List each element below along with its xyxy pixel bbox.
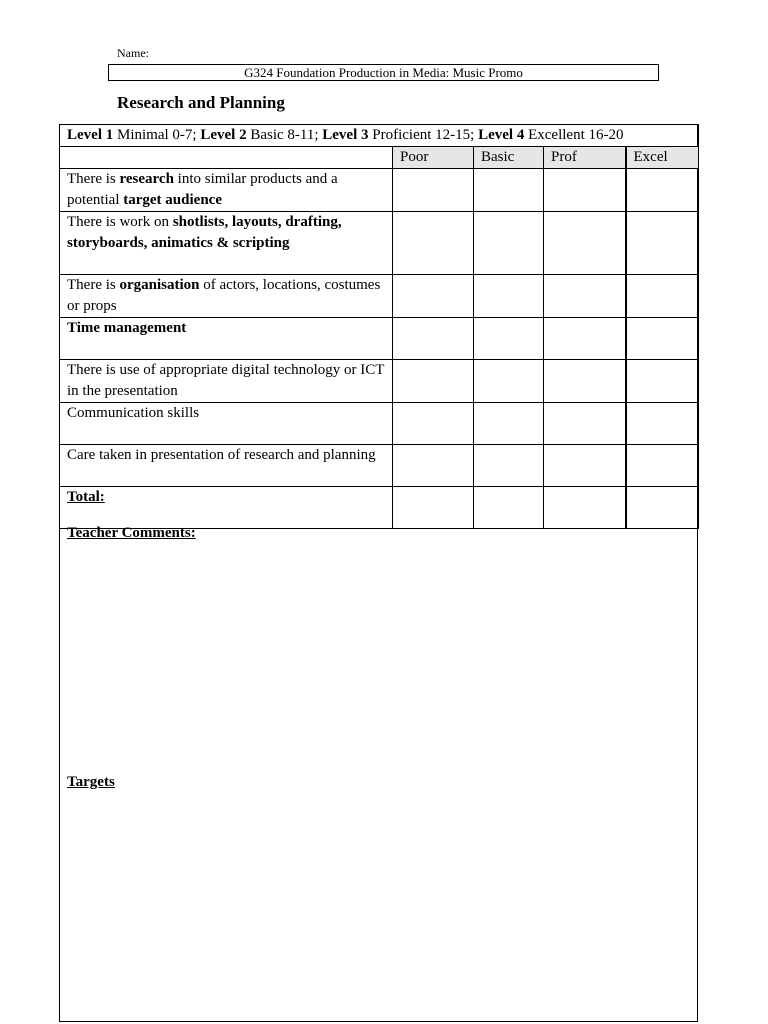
score-cell-prof[interactable] — [544, 318, 626, 360]
targets-label: Targets — [67, 774, 115, 790]
score-cell-excel[interactable] — [626, 445, 699, 487]
criterion-row-time-management — [60, 318, 699, 360]
score-cell-basic[interactable] — [474, 169, 544, 212]
total-cell-basic[interactable] — [474, 487, 544, 529]
column-header-poor: Poor — [393, 147, 474, 169]
criterion-shotlists: There is work on shotlists, layouts, drafting, storyboards, animatics & scripting — [60, 212, 393, 275]
score-cell-basic[interactable] — [474, 212, 544, 275]
criterion-time-management: Time management — [60, 318, 393, 360]
criterion-row-communication — [60, 403, 699, 445]
criterion-row-digital-technology — [60, 360, 699, 403]
score-cell-excel[interactable] — [626, 360, 699, 403]
score-cell-prof[interactable] — [544, 275, 626, 318]
score-cell-excel[interactable] — [626, 275, 699, 318]
column-header-excel: Excel — [626, 147, 699, 169]
score-cell-poor[interactable] — [393, 212, 474, 275]
header-row — [60, 147, 699, 169]
criterion-row-shotlists — [60, 212, 699, 275]
course-title-box: G324 Foundation Production in Media: Music Promo — [108, 64, 659, 81]
score-cell-poor[interactable] — [393, 169, 474, 212]
score-cell-basic[interactable] — [474, 403, 544, 445]
score-cell-excel[interactable] — [626, 318, 699, 360]
criterion-research: There is research into similar products and a potential target audience — [60, 169, 393, 212]
levels-row — [60, 125, 699, 147]
criterion-digital-technology: There is use of appropriate digital technology or ICT in the presentation — [60, 360, 393, 403]
criterion-row-presentation — [60, 445, 699, 487]
score-cell-prof[interactable] — [544, 360, 626, 403]
criterion-row-research — [60, 169, 699, 212]
criterion-row-organisation — [60, 275, 699, 318]
total-cell-excel[interactable] — [626, 487, 699, 529]
total-label: Total: — [60, 487, 393, 529]
score-cell-excel[interactable] — [626, 403, 699, 445]
score-cell-poor[interactable] — [393, 445, 474, 487]
column-header-prof: Prof — [544, 147, 626, 169]
header-blank-cell — [60, 147, 393, 169]
score-cell-poor[interactable] — [393, 275, 474, 318]
total-cell-poor[interactable] — [393, 487, 474, 529]
score-cell-basic[interactable] — [474, 275, 544, 318]
score-cell-prof[interactable] — [544, 403, 626, 445]
score-cell-basic[interactable] — [474, 360, 544, 403]
criterion-organisation: There is organisation of actors, locations, costumes or props — [60, 275, 393, 318]
score-cell-poor[interactable] — [393, 403, 474, 445]
score-cell-excel[interactable] — [626, 212, 699, 275]
column-header-basic: Basic — [474, 147, 544, 169]
score-cell-poor[interactable] — [393, 360, 474, 403]
total-cell-prof[interactable] — [544, 487, 626, 529]
score-cell-basic[interactable] — [474, 318, 544, 360]
name-label: Name: — [117, 46, 149, 60]
section-heading: Research and Planning — [117, 93, 285, 112]
score-cell-basic[interactable] — [474, 445, 544, 487]
score-cell-prof[interactable] — [544, 445, 626, 487]
teacher-comments-label: Teacher Comments: — [67, 525, 196, 541]
score-cell-prof[interactable] — [544, 212, 626, 275]
criterion-communication: Communication skills — [60, 403, 393, 445]
levels-legend: Level 1 Minimal 0-7; Level 2 Basic 8-11; Level 3 Proficient 12-15; Level 4 Excellent 16-20 — [60, 125, 699, 147]
score-cell-excel[interactable] — [626, 169, 699, 212]
criterion-presentation: Care taken in presentation of research and planning — [60, 445, 393, 487]
score-cell-poor[interactable] — [393, 318, 474, 360]
score-cell-prof[interactable] — [544, 169, 626, 212]
total-row — [60, 487, 699, 529]
rubric-table — [59, 124, 699, 529]
